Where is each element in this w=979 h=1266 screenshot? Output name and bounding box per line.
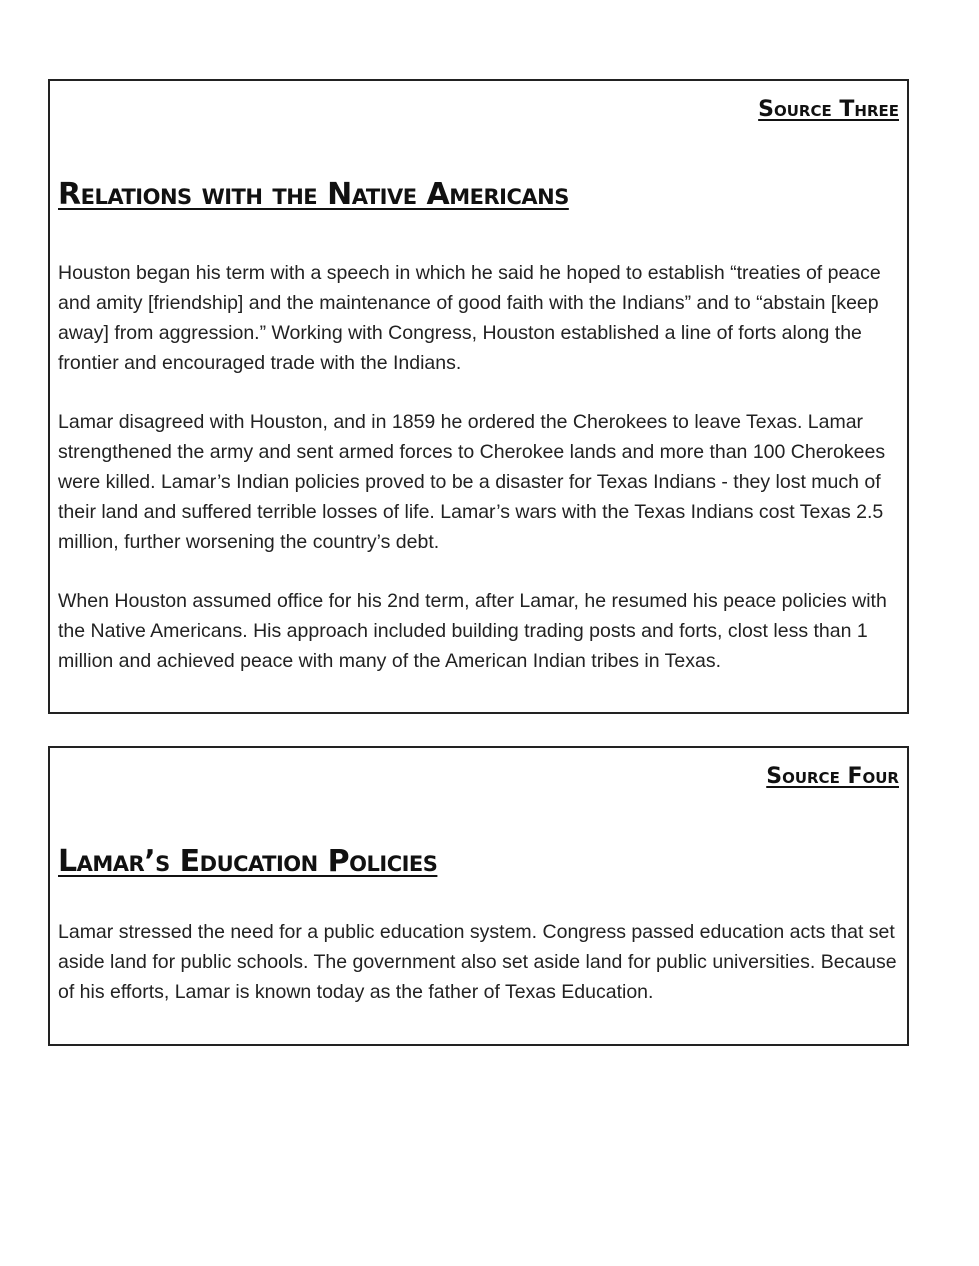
source-three-paragraph-2: Lamar disagreed with Houston, and in 1859 he ordered the Cherokees to leave Texas. Lamar strengthened the army and sent armed forces to Cherokee lands and more than 100 Cherokees were killed. Lamar’s Indian policies proved to be a disaster for Texas Indians - they lost much of their land and suffered terrible losses of life. Lamar’s wars with the Texas Indians cost Texas 2.5 million, further worsening the country’s debt. [58,411,886,553]
source-three-paragraph-1: Houston began his term with a speech in which he said he hoped to establish “treaties of peace and amity [friendship] and the maintenance of good faith with the Indians” and to “abstain [keep away] from aggression.” Working with Congress, Houston established a line of forts along the frontier and encouraged trade with the Indians. [58,262,881,374]
source-four-box [48,746,909,1046]
source-four-label: Source Four [766,764,899,789]
source-three-title: Relations with the Native Americans [58,177,569,212]
source-three-paragraph-3: When Houston assumed office for his 2nd term, after Lamar, he resumed his peace policies with the Native Americans. His approach included building trading posts and forts, clost less than 1 million and achieved peace with many of the American Indian tribes in Texas. [58,590,887,672]
source-three-box [48,79,909,714]
source-four-title: Lamar’s Education Policies [58,844,438,879]
source-four-paragraph-1: Lamar stressed the need for a public education system. Congress passed education acts that set aside land for public schools. The government also set aside land for public universities. Because of his efforts, Lamar is known today as the father of Texas Education. [58,921,897,1003]
source-three-label: Source Three [758,97,899,122]
